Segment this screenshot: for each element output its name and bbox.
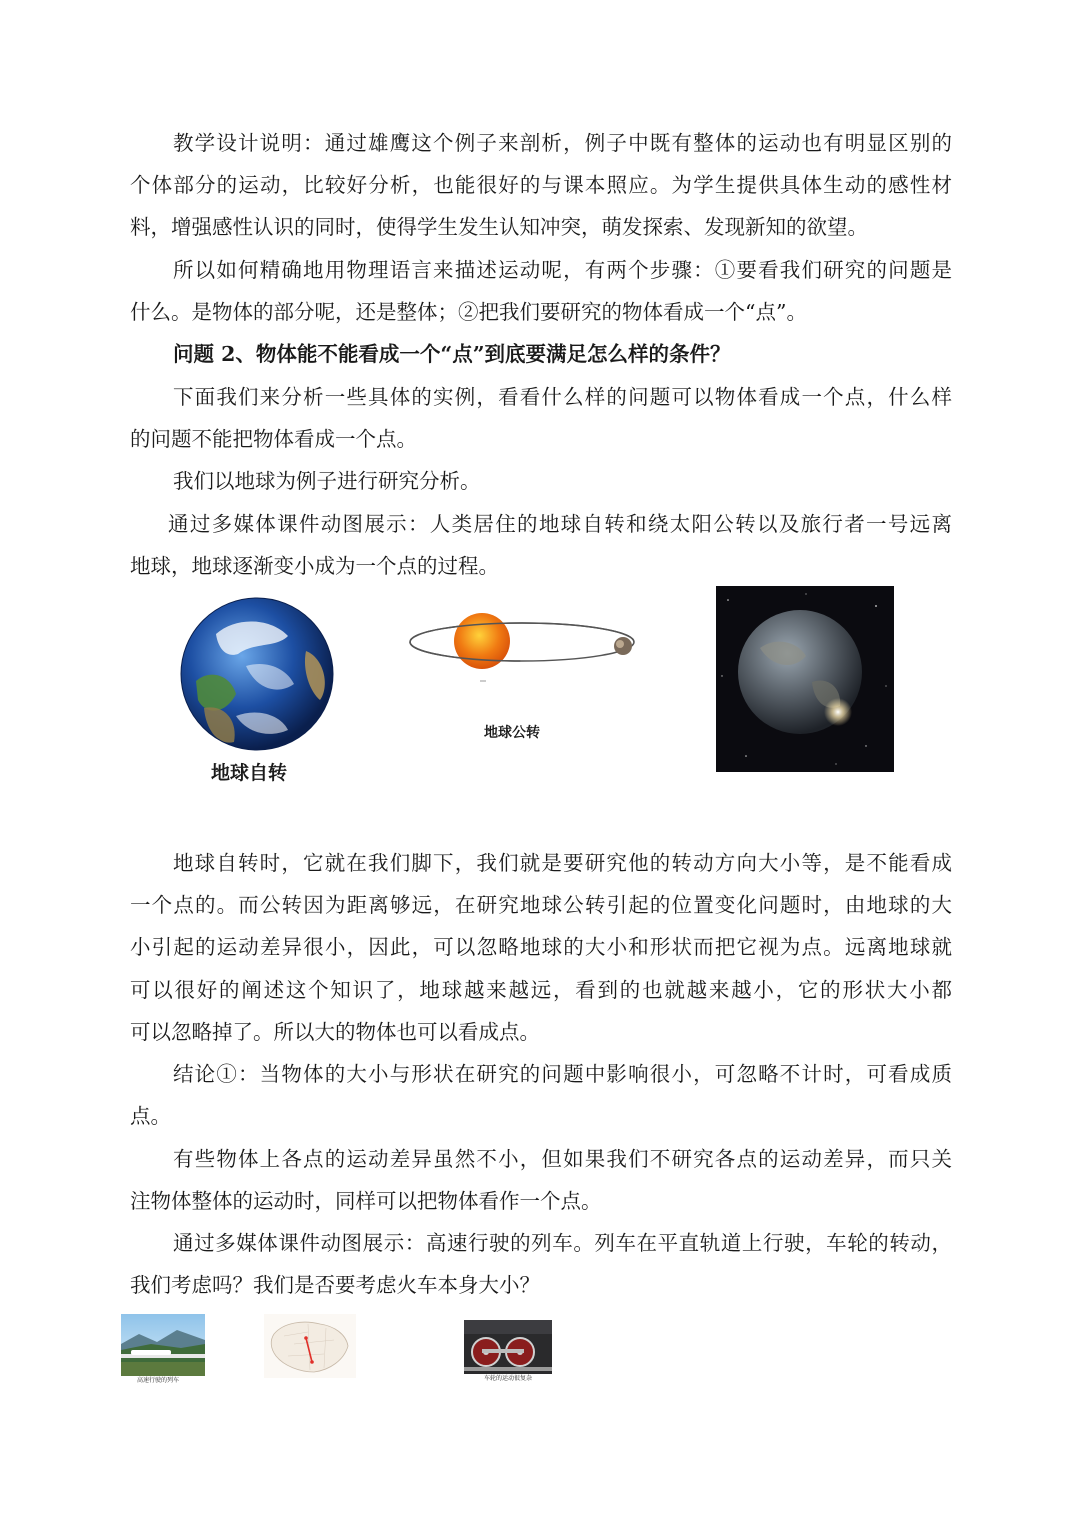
paragraph-line: 料，增强感性认识的同时，使得学生发生认知冲突，萌发探索、发现新知的欲望。 (130, 215, 868, 239)
earth-revolution-image (406, 606, 642, 686)
paragraph-line: 什么。是物体的部分呢，还是整体；②把我们要研究的物体看成一个“点”。 (130, 300, 807, 324)
paragraph-line: 所以如何精确地用物理语言来描述运动呢，有两个步骤：①要看我们研究的问题是 (173, 258, 952, 282)
earth-from-space-image (716, 586, 894, 772)
earth-rotation-caption: 地球自转 (211, 762, 288, 784)
train-wheel-image (464, 1320, 552, 1374)
paragraph-line: 一个点的。而公转因为距离够远，在研究地球公转引起的位置变化问题时，由地球的大 (130, 893, 952, 917)
train-wheel-caption: 车轮的运动很复杂 (484, 1375, 533, 1382)
question-heading: 问题 2、物体能不能看成一个“点”到底要满足怎么样的条件？ (173, 342, 731, 366)
high-speed-train-caption: 高速行驶的列车 (137, 1377, 180, 1384)
earth-rotation-image (176, 596, 342, 756)
paragraph-line: 可以忽略掉了。所以大的物体也可以看成点。 (130, 1020, 540, 1044)
high-speed-train-image (121, 1314, 205, 1376)
paragraph-line: 教学设计说明：通过雄鹰这个例子来剖析，例子中既有整体的运动也有明显区别的 (173, 131, 952, 155)
route-map-image (264, 1314, 356, 1378)
paragraph-line: 通过多媒体课件动图展示：人类居住的地球自转和绕太阳公转以及旅行者一号远离 (168, 512, 952, 536)
paragraph-line: 的问题不能把物体看成一个点。 (130, 427, 417, 451)
paragraph-line: 注物体整体的运动时，同样可以把物体看作一个点。 (130, 1189, 602, 1213)
paragraph-line: 下面我们来分析一些具体的实例，看看什么样的问题可以物体看成一个点，什么样 (173, 385, 952, 409)
paragraph-line: 我们考虑吗？我们是否要考虑火车本身大小？ (130, 1273, 540, 1297)
conclusion-line: 点。 (130, 1104, 171, 1128)
conclusion-line: 结论①：当物体的大小与形状在研究的问题中影响很小，可忽略不计时，可看成质 (173, 1062, 952, 1086)
paragraph-line: 个体部分的运动，比较好分析，也能很好的与课本照应。为学生提供具体生动的感性材 (130, 173, 952, 197)
paragraph-line: 小引起的运动差异很小，因此，可以忽略地球的大小和形状而把它视为点。远离地球就 (130, 935, 952, 959)
paragraph-line: 通过多媒体课件动图展示：高速行驶的列车。列车在平直轨道上行驶，车轮的转动， (173, 1231, 952, 1255)
paragraph-line: 地球，地球逐渐变小成为一个点的过程。 (130, 554, 499, 578)
paragraph-line: 可以很好的阐述这个知识了，地球越来越远，看到的也就越来越小，它的形状大小都 (130, 978, 952, 1002)
earth-revolution-caption: 地球公转 (484, 725, 540, 741)
paragraph-line: 有些物体上各点的运动差异虽然不小，但如果我们不研究各点的运动差异，而只关 (173, 1147, 952, 1171)
paragraph-line: 地球自转时，它就在我们脚下，我们就是要研究他的转动方向大小等，是不能看成 (173, 851, 952, 875)
paragraph-line: 我们以地球为例子进行研究分析。 (173, 469, 481, 493)
